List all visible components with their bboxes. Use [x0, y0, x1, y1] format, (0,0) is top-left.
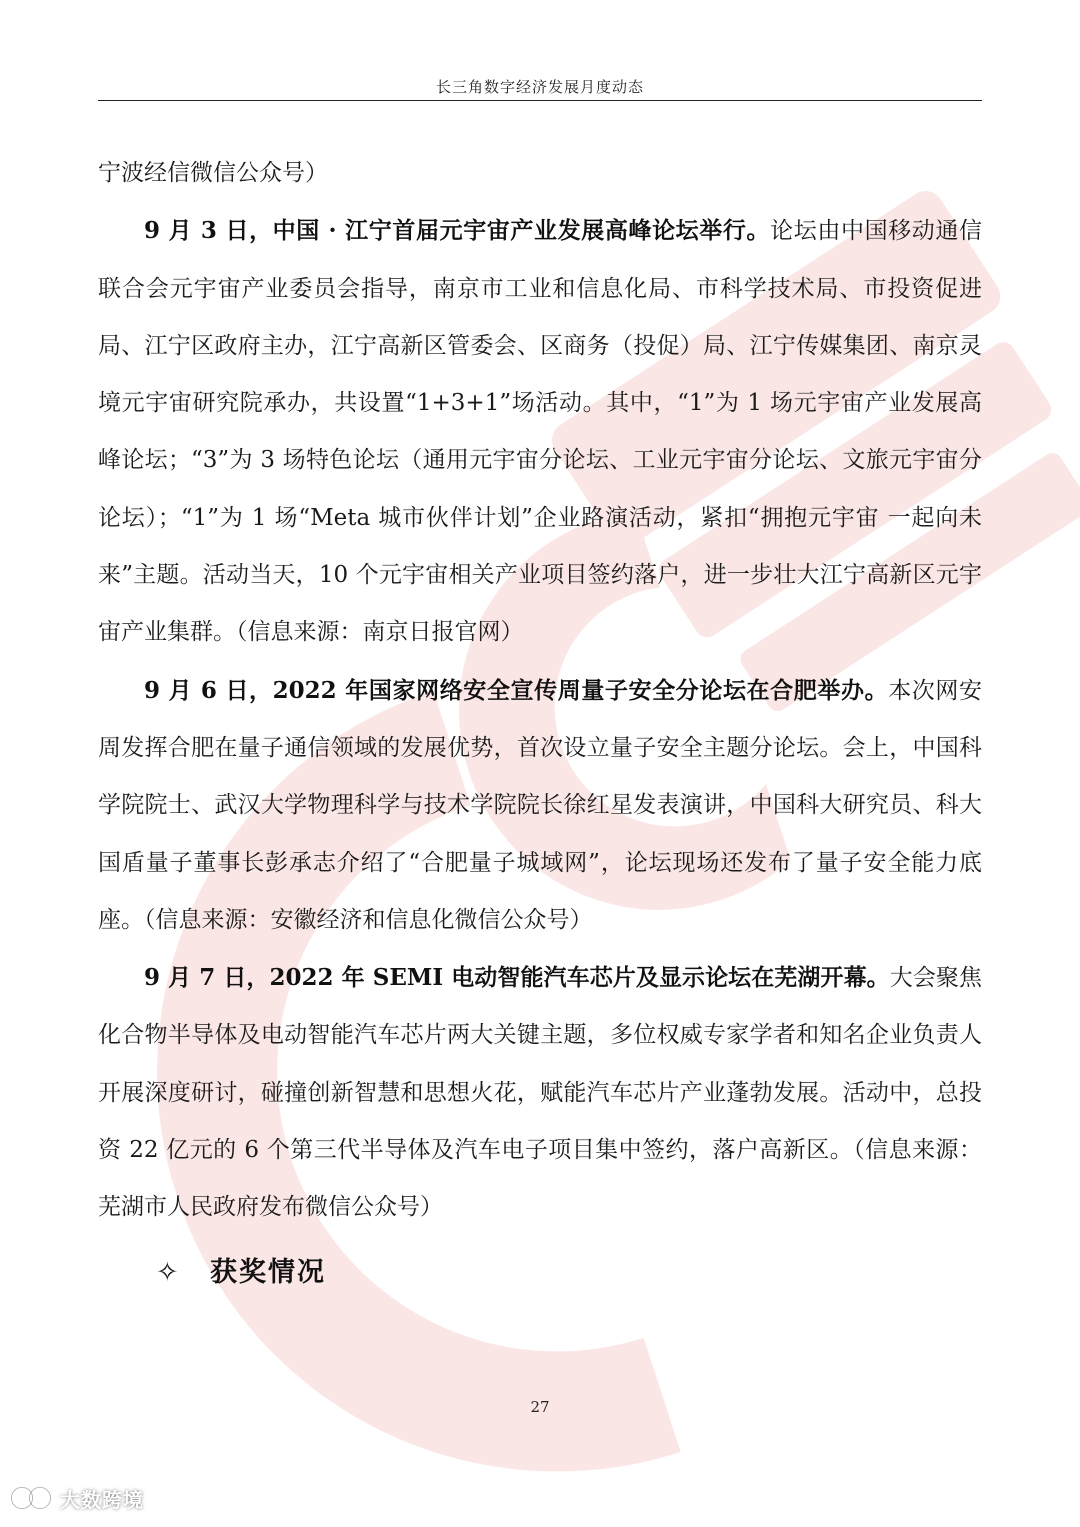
- paragraph-continuation: [98, 145, 982, 202]
- news-body: 论坛由中国移动通信联合会元宇宙产业委员会指导，南京市工业和信息化局、市科学技术局、市投资促进局、江宁区政府主办，江宁高新区管委会、区商务（投促）局、江宁传媒集团、南京灵境元宇宙研究院承办，共设置“1+3+1”场活动。其中，“1”为 1 场元宇宙产业发展高峰论坛；“3”为 3 场特色论坛（通用元宇宙分论坛、工业元宇宙分论坛、文旅元宇宙分论坛）；“1”为 1 场“Meta 城市伙伴计划”企业路演活动，紧扣“拥抱元宇宙 一起向未来”主题。活动当天，10 个元宇宙相关产业项目签约落户，进一步壮大江宁高新区元宇宙产业集群。（信息来源：南京日报官网）: [98, 218, 982, 646]
- document-body: [98, 145, 982, 1303]
- news-item-semi-auto-chip-forum: [98, 949, 982, 1236]
- paragraph-text: 宁波经信微信公众号）: [98, 160, 328, 186]
- news-headline: 9 月 7 日，2022 年 SEMI 电动智能汽车芯片及显示论坛在芜湖开幕。: [144, 964, 890, 992]
- news-body: 大会聚焦化合物半导体及电动智能汽车芯片两大关键主题，多位权威专家学者和知名企业负责人开展深度研讨，碰撞创新智慧和思想火花，赋能汽车芯片产业蓬勃发展。活动中，总投资 22 亿元的 6 个第三代半导体及汽车电子项目集中签约，落户高新区。（信息来源：芜湖市人民政府发布微信公众号）: [98, 965, 982, 1221]
- page-number: 27: [530, 1398, 550, 1416]
- news-item-jiangning-metaverse-forum: [98, 202, 982, 661]
- news-headline: 9 月 6 日，2022 年国家网络安全宣传周量子安全分论坛在合肥举办。: [144, 676, 889, 704]
- news-item-quantum-security-forum: [98, 662, 982, 949]
- section-heading-awards: [156, 1243, 982, 1303]
- section-title: 获奖情况: [210, 1256, 326, 1288]
- header-rule: [98, 100, 982, 101]
- news-body: 本次网安周发挥合肥在量子通信领域的发展优势，首次设立量子安全主题分论坛。会上，中国科学院院士、武汉大学物理科学与技术学院院长徐红星发表演讲，中国科大研究员、科大国盾量子董事长彭承志介绍了“合肥量子城域网”，论坛现场还发布了量子安全能力底座。（信息来源：安徽经济和信息化微信公众号）: [98, 677, 983, 933]
- chain-link-icon: [10, 1485, 54, 1511]
- diamond-bullet-icon: ✧: [156, 1256, 181, 1288]
- news-headline: 9 月 3 日，中国 · 江宁首届元宇宙产业发展高峰论坛举行。: [144, 217, 771, 245]
- corner-logo: [10, 1483, 144, 1513]
- running-header: 长三角数字经济发展月度动态: [435, 78, 644, 96]
- corner-logo-text: 大数跨境: [60, 1487, 144, 1512]
